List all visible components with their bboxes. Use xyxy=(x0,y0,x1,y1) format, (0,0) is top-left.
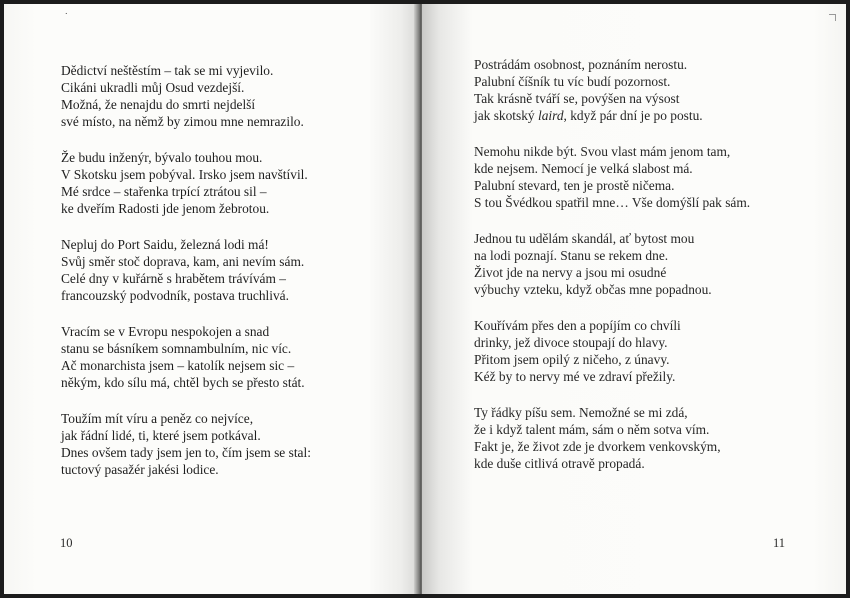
stanza xyxy=(61,323,401,391)
verse-line: Palubní stevard, ten je prostě ničema. xyxy=(474,178,675,193)
verse-line: výbuchy vzteku, když občas mne popadnou. xyxy=(474,282,712,297)
verse-line: Dědictví neštěstím – tak se mi vyjevilo. xyxy=(61,63,274,78)
verse-line: Přitom jsem opilý z ničeho, z únavy. xyxy=(474,352,670,367)
poem-text-right xyxy=(474,56,824,491)
verse-line: Možná, že nenajdu do smrti nejdelší xyxy=(61,97,256,112)
corner-mark xyxy=(829,14,836,21)
verse-line: kde nejsem. Nemocí je velká slabost má. xyxy=(474,161,693,176)
stanza xyxy=(474,230,824,298)
stanza xyxy=(61,62,401,130)
verse-line: Fakt je, že život zde je dvorkem venkovským, xyxy=(474,439,721,454)
right-page xyxy=(422,4,846,594)
verse-line: Vracím se v Evropu nespokojen a snad xyxy=(61,324,270,339)
verse-line: své místo, na němž by zimou mne nemrazilo. xyxy=(61,114,304,129)
verse-line: Palubní číšník tu víc budí pozornost. xyxy=(474,74,671,89)
verse-line: Nepluj do Port Saidu, železná lodi má! xyxy=(61,237,269,252)
stanza xyxy=(474,143,824,211)
verse-line: Toužím mít víru a peněz co nejvíce, xyxy=(61,411,254,426)
stanza xyxy=(474,56,824,124)
verse-line: Život jde na nervy a jsou mi osudné xyxy=(474,265,667,280)
verse-line: Mé srdce – stařenka trpící ztrátou sil – xyxy=(61,184,267,199)
stanza xyxy=(474,404,824,472)
verse-line: Dnes ovšem tady jsem jen to, čím jsem se stal: xyxy=(61,445,311,460)
verse-line: Jednou tu udělám skandál, ať bytost mou xyxy=(474,231,695,246)
verse-line: Svůj směr stoč doprava, kam, ani nevím sám. xyxy=(61,254,305,269)
page-number-left: 10 xyxy=(60,536,73,550)
verse-line: na lodi poznají. Stanu se rekem dne. xyxy=(474,248,669,263)
stanza xyxy=(61,236,401,304)
verse-line: Nemohu nikde být. Svou vlast mám jenom tam, xyxy=(474,144,731,159)
verse-line: tuctový pasažér jakési lodice. xyxy=(61,462,219,477)
verse-line: ke dveřím Radosti jde jenom žebrotou. xyxy=(61,201,270,216)
print-mark: ˙ xyxy=(64,13,69,23)
verse-line: S tou Švédkou spatřil mne… Vše domýšlí pak sám. xyxy=(474,195,751,210)
stanza xyxy=(61,149,401,217)
verse-line: V Skotsku jsem pobýval. Irsko jsem navštívil. xyxy=(61,167,308,182)
stanza xyxy=(474,317,824,385)
verse-line: Kéž by to nervy mé ve zdraví přežily. xyxy=(474,369,676,384)
poem-text-left xyxy=(61,62,401,497)
verse-line: Postrádám osobnost, poznáním nerostu. xyxy=(474,57,688,72)
verse-line: Ač monarchista jsem – katolík nejsem sic – xyxy=(61,358,295,373)
verse-line: Že budu inženýr, bývalo touhou mou. xyxy=(61,150,263,165)
verse-line: jak skotský laird, když pár dní je po postu. xyxy=(474,108,703,123)
verse-line: Kouřívám přes den a popíjím co chvíli xyxy=(474,318,681,333)
page-number-right: 11 xyxy=(773,536,786,550)
book-spread xyxy=(4,4,846,594)
verse-line: jak řádní lidé, ti, které jsem potkával. xyxy=(61,428,261,443)
verse-line: francouzský podvodník, postava truchlivá. xyxy=(61,288,289,303)
verse-line: že i když talent mám, sám o něm sotva vím. xyxy=(474,422,710,437)
verse-line: Ty řádky píšu sem. Nemožné se mi zdá, xyxy=(474,405,688,420)
stanza xyxy=(61,410,401,478)
verse-line: Cikáni ukradli můj Osud vezdejší. xyxy=(61,80,245,95)
verse-line: Tak krásně tváří se, povýšen na výsost xyxy=(474,91,680,106)
left-page xyxy=(4,4,418,594)
verse-line: drinky, jež divoce stoupají do hlavy. xyxy=(474,335,668,350)
verse-line: kde duše citlivá otravě propadá. xyxy=(474,456,645,471)
verse-line: Celé dny v kuřárně s hrabětem trávívám – xyxy=(61,271,286,286)
verse-line: někým, kdo sílu má, chtěl bych se přesto stát. xyxy=(61,375,305,390)
verse-line: stanu se básníkem somnambulním, nic víc. xyxy=(61,341,292,356)
